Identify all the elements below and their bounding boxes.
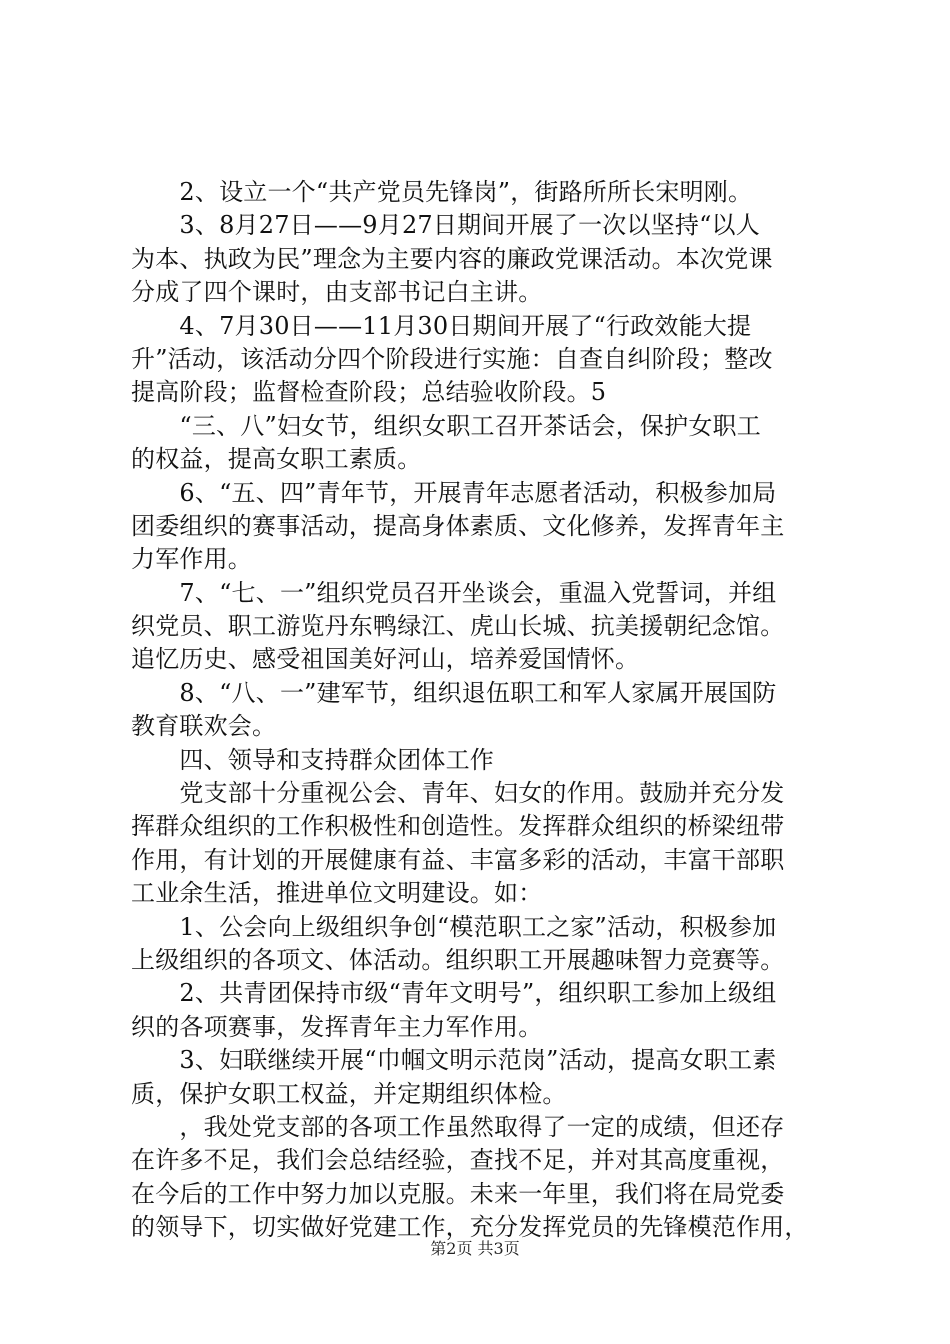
text-line: 7、“七、一”组织党员召开坐谈会，重温入党誓词，并组 bbox=[131, 578, 777, 607]
text-line: 追忆历史、感受祖国美好河山，培养爱国情怀。 bbox=[131, 645, 640, 674]
text-line: 8、“八、一”建军节，组织退伍职工和军人家属开展国防 bbox=[131, 678, 777, 707]
page-number: 第2页 共3页 bbox=[430, 1239, 520, 1258]
text-line: 2、设立一个“共产党员先锋岗”，街路所所长宋明刚。 bbox=[131, 178, 753, 206]
text-line: 四、领导和支持群众团体工作 bbox=[131, 745, 494, 774]
text-line: 团委组织的赛事活动，提高身体素质、文化修养，发挥青年主 bbox=[131, 511, 785, 540]
text-line: 升”活动，该活动分四个阶段进行实施：自查自纠阶段；整改 bbox=[131, 344, 773, 373]
body-text bbox=[131, 176, 831, 1245]
text-line: 党支部十分重视公会、青年、妇女的作用。鼓励并充分发 bbox=[131, 779, 785, 808]
text-line: “三、八”妇女节，组织女职工召开茶话会，保护女职工 bbox=[131, 411, 761, 440]
text-line: 上级组织的各项文、体活动。组织职工开展趣味智力竞赛等。 bbox=[131, 945, 785, 974]
text-line: 3、妇联继续开展“巾帼文明示范岗”活动，提高女职工素 bbox=[131, 1046, 777, 1075]
text-line: 提高阶段；监督检查阶段；总结验收阶段。5 bbox=[131, 378, 607, 407]
text-line: ，我处党支部的各项工作虽然取得了一定的成绩，但还存 bbox=[131, 1112, 785, 1141]
text-line: 织的各项赛事，发挥青年主力军作用。 bbox=[131, 1012, 543, 1041]
text-line: 工业余生活，推进单位文明建设。如： bbox=[131, 879, 543, 908]
text-line: 力军作用。 bbox=[131, 545, 252, 574]
text-line: 的领导下，切实做好党建工作，充分发挥党员的先锋模范作用， bbox=[131, 1213, 809, 1242]
text-line: 3、8月27日——9月27日期间开展了一次以坚持“以人 bbox=[131, 211, 760, 240]
text-line: 作用，有计划的开展健康有益、丰富多彩的活动，丰富干部职 bbox=[131, 845, 785, 874]
text-line: 2、共青团保持市级“青年文明号”，组织职工参加上级组 bbox=[131, 979, 777, 1008]
text-line: 在今后的工作中努力加以克服。未来一年里，我们将在局党委 bbox=[131, 1179, 785, 1208]
text-line: 分成了四个课时，由支部书记白主讲。 bbox=[131, 278, 543, 307]
text-line: 6、“五、四”青年节，开展青年志愿者活动，积极参加局 bbox=[131, 478, 777, 507]
page-footer bbox=[0, 1239, 950, 1259]
text-line: 在许多不足，我们会总结经验，查找不足，并对其高度重视， bbox=[131, 1146, 785, 1175]
text-line: 织党员、职工游览丹东鸭绿江、虎山长城、抗美援朝纪念馆。 bbox=[131, 612, 785, 641]
text-line: 的权益，提高女职工素质。 bbox=[131, 445, 422, 474]
text-line: 教育联欢会。 bbox=[131, 712, 277, 741]
text-line: 质，保护女职工权益，并定期组织体检。 bbox=[131, 1079, 567, 1108]
text-line: 4、7月30日——11月30日期间开展了“行政效能大提 bbox=[131, 311, 752, 340]
text-line: 挥群众组织的工作积极性和创造性。发挥群众组织的桥梁纽带 bbox=[131, 812, 785, 841]
text-line: 为本、执政为民”理念为主要内容的廉政党课活动。本次党课 bbox=[131, 244, 773, 273]
text-line: 1、公会向上级组织争创“模范职工之家”活动，积极参加 bbox=[131, 912, 777, 941]
